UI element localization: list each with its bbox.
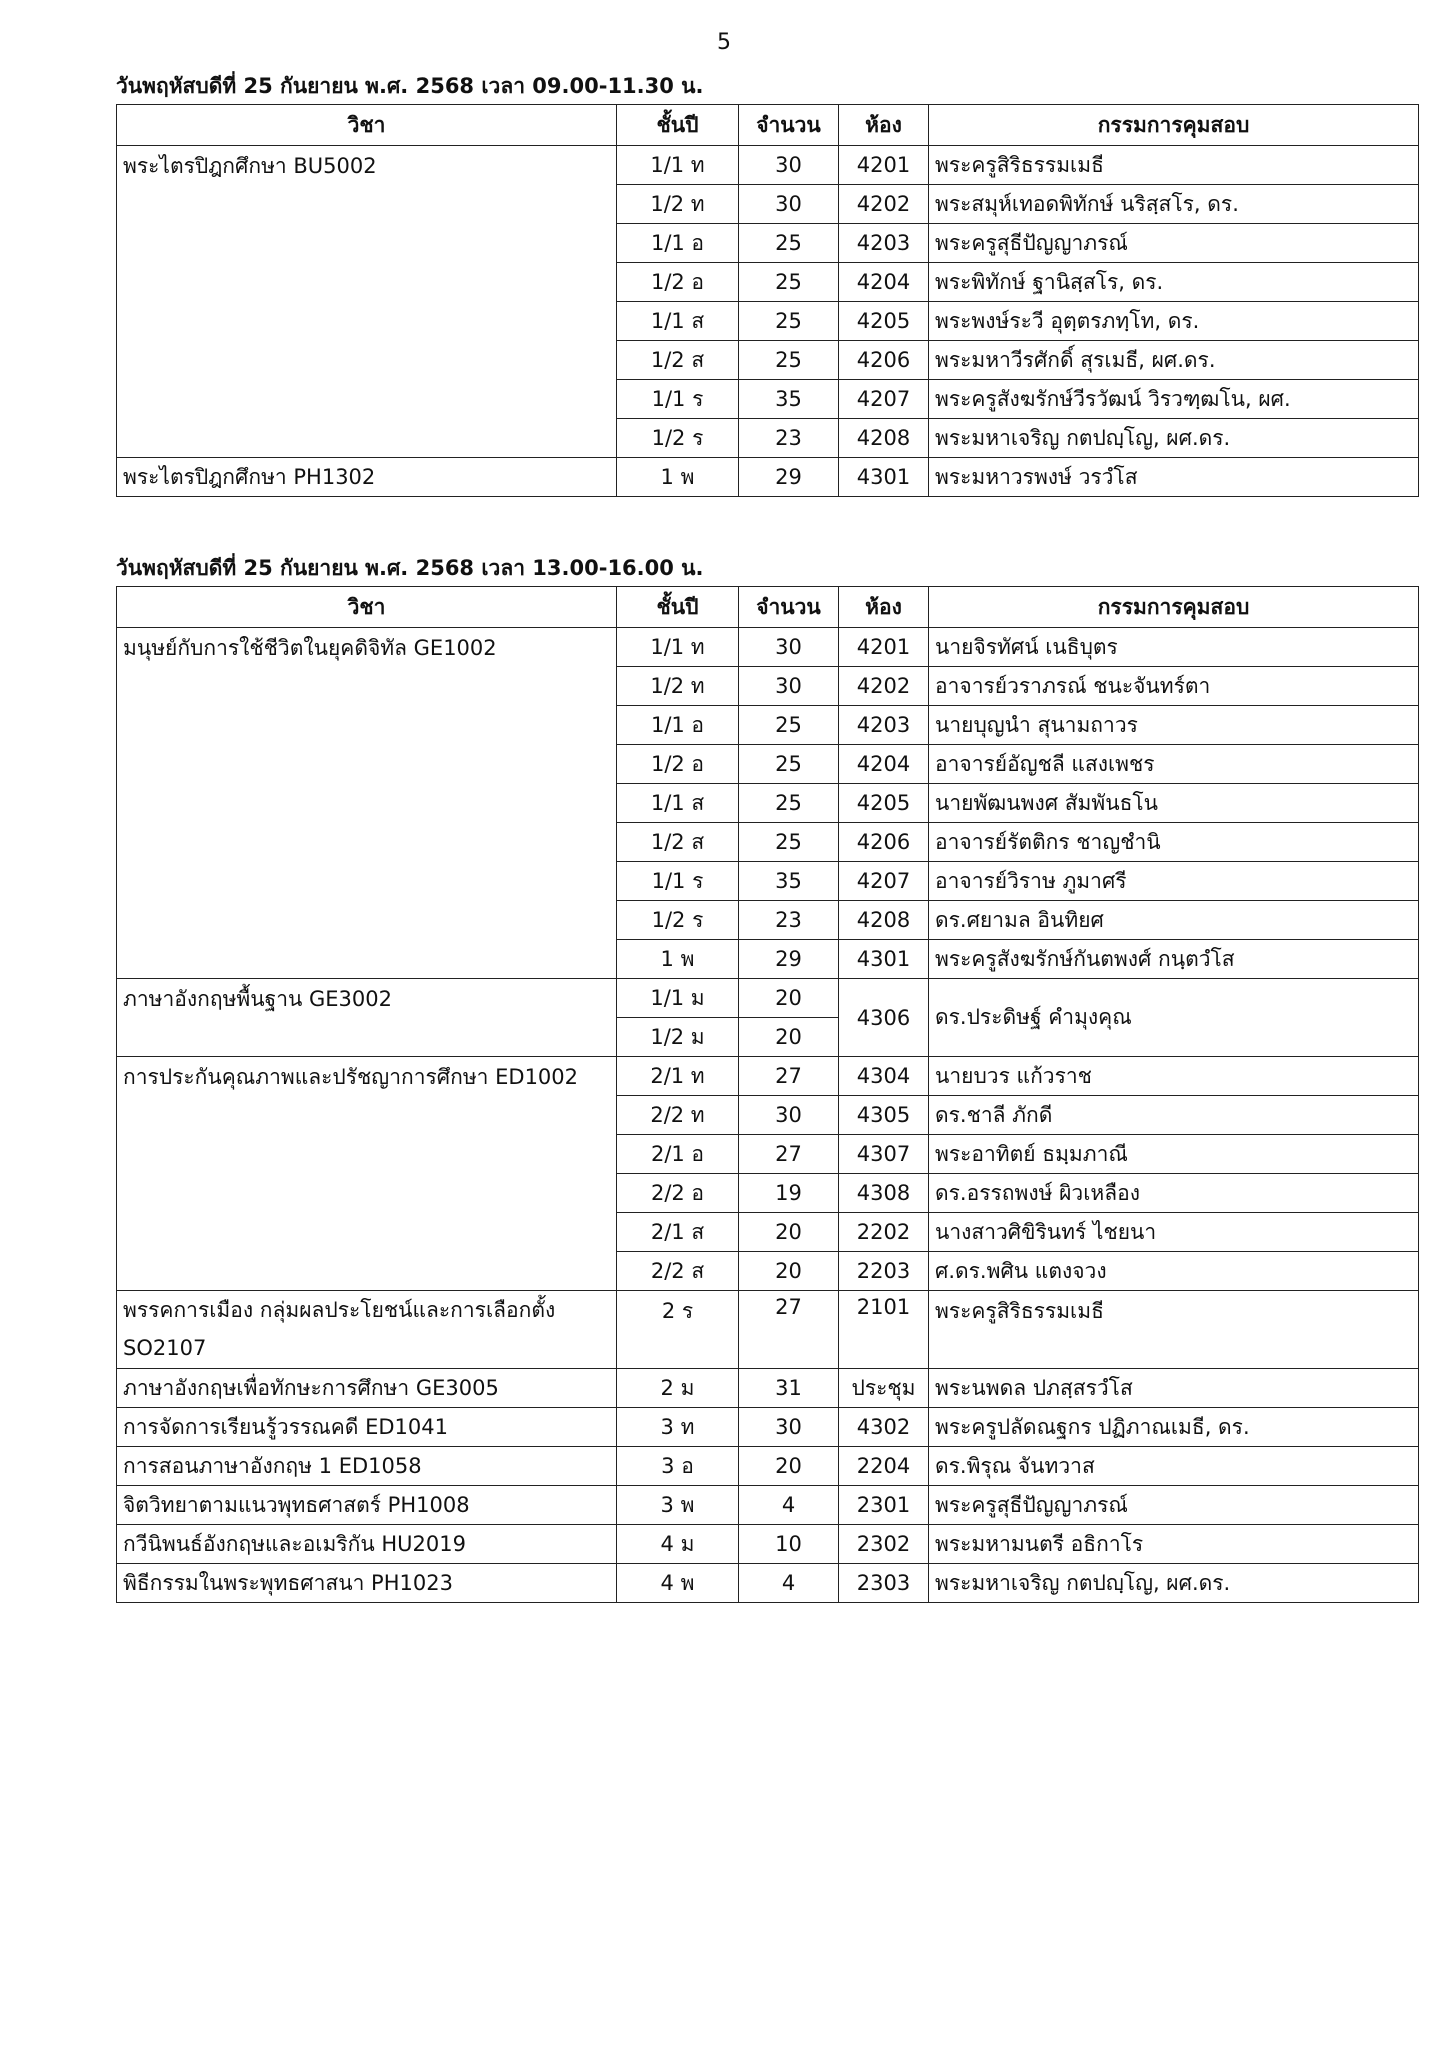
header-year: ชั้นปี: [617, 105, 739, 146]
year-cell: 1/1 ส: [617, 302, 739, 341]
proctor-cell: นายจิรทัศน์ เนธิบุตร: [929, 628, 1419, 667]
year-cell: 1/1 ร: [617, 862, 739, 901]
room-cell: 4207: [839, 862, 929, 901]
header-year: ชั้นปี: [617, 587, 739, 628]
proctor-cell: พระมหาวีรศักดิ์ สุรเมธี, ผศ.ดร.: [929, 341, 1419, 380]
room-cell: 4202: [839, 185, 929, 224]
count-cell: 29: [739, 458, 839, 497]
header-proctor: กรรมการคุมสอบ: [929, 587, 1419, 628]
proctor-cell: พระพิทักษ์ ฐานิสฺสโร, ดร.: [929, 263, 1419, 302]
table-row: [117, 1408, 1419, 1447]
proctor-cell: พระครูสุธีปัญญาภรณ์: [929, 1486, 1419, 1525]
proctor-cell: อาจารย์รัตติกร ชาญชำนิ: [929, 823, 1419, 862]
year-cell: 1/2 ท: [617, 667, 739, 706]
year-cell: 1/2 อ: [617, 263, 739, 302]
year-cell: 3 พ: [617, 1486, 739, 1525]
count-cell: 25: [739, 263, 839, 302]
proctor-cell: พระพงษ์ระวี อุตฺตรภทฺโท, ดร.: [929, 302, 1419, 341]
count-cell: 27: [739, 1135, 839, 1174]
proctor-cell: พระมหาเจริญ กตปญฺโญ, ผศ.ดร.: [929, 1564, 1419, 1603]
year-cell: 1/1 ท: [617, 146, 739, 185]
proctor-cell: นายบวร แก้วราช: [929, 1057, 1419, 1096]
room-cell: 4306: [839, 979, 929, 1057]
count-cell: 25: [739, 706, 839, 745]
year-cell: 2/1 อ: [617, 1135, 739, 1174]
subject-cell: พรรคการเมือง กลุ่มผลประโยชน์และการเลือกตั้ง SO2107: [117, 1291, 617, 1369]
header-count: จำนวน: [739, 105, 839, 146]
proctor-cell: พระสมุห์เทอดพิทักษ์ นริสฺสโร, ดร.: [929, 185, 1419, 224]
proctor-cell: พระครูสิริธรรมเมธี: [929, 1291, 1419, 1369]
year-cell: 1 พ: [617, 940, 739, 979]
subject-cell: การประกันคุณภาพและปรัชญาการศึกษา ED1002: [117, 1057, 617, 1291]
table-row: [117, 1447, 1419, 1486]
table-row: [117, 1564, 1419, 1603]
room-cell: 2203: [839, 1252, 929, 1291]
count-cell: 20: [739, 1252, 839, 1291]
subject-cell: มนุษย์กับการใช้ชีวิตในยุคดิจิทัล GE1002: [117, 628, 617, 979]
table-header-row: [117, 587, 1419, 628]
proctor-cell: พระครูสิริธรรมเมธี: [929, 146, 1419, 185]
proctor-cell: ดร.ศยามล อินทิยศ: [929, 901, 1419, 940]
proctor-cell: ศ.ดร.พศิน แตงจวง: [929, 1252, 1419, 1291]
header-room: ห้อง: [839, 587, 929, 628]
table-header-row: [117, 105, 1419, 146]
count-cell: 20: [739, 1447, 839, 1486]
count-cell: 30: [739, 667, 839, 706]
proctor-cell: พระครูสุธีปัญญาภรณ์: [929, 224, 1419, 263]
proctor-cell: พระครูสังฆรักษ์กันตพงศ์ กนฺตวํโส: [929, 940, 1419, 979]
count-cell: 23: [739, 901, 839, 940]
subject-cell: ภาษาอังกฤษเพื่อทักษะการศึกษา GE3005: [117, 1369, 617, 1408]
room-cell: 2204: [839, 1447, 929, 1486]
room-cell: 2202: [839, 1213, 929, 1252]
count-cell: 20: [739, 1213, 839, 1252]
year-cell: 2/2 ท: [617, 1096, 739, 1135]
room-cell: 4206: [839, 341, 929, 380]
subject-cell: ภาษาอังกฤษพื้นฐาน GE3002: [117, 979, 617, 1057]
count-cell: 25: [739, 341, 839, 380]
proctor-cell: อาจารย์อัญชลี แสงเพชร: [929, 745, 1419, 784]
year-cell: 1/1 ท: [617, 628, 739, 667]
proctor-cell: พระครูปลัดณฐกร ปฏิภาณเมธี, ดร.: [929, 1408, 1419, 1447]
year-cell: 2/2 อ: [617, 1174, 739, 1213]
count-cell: 23: [739, 419, 839, 458]
year-cell: 1 พ: [617, 458, 739, 497]
table-row: [117, 628, 1419, 667]
room-cell: 4302: [839, 1408, 929, 1447]
proctor-cell: ดร.ประดิษฐ์ คำมุงคุณ: [929, 979, 1419, 1057]
room-cell: 4308: [839, 1174, 929, 1213]
room-cell: 4203: [839, 224, 929, 263]
proctor-cell: พระมหาเจริญ กตปญฺโญ, ผศ.ดร.: [929, 419, 1419, 458]
table-row: [117, 458, 1419, 497]
year-cell: 1/2 ท: [617, 185, 739, 224]
room-cell: 4208: [839, 419, 929, 458]
exam-table-afternoon: [116, 586, 1419, 1603]
room-cell: 4201: [839, 628, 929, 667]
room-cell: 4301: [839, 458, 929, 497]
count-cell: 30: [739, 1408, 839, 1447]
table-row: [117, 1525, 1419, 1564]
header-room: ห้อง: [839, 105, 929, 146]
proctor-cell: นางสาวศิขิรินทร์ ไชยนา: [929, 1213, 1419, 1252]
count-cell: 25: [739, 745, 839, 784]
year-cell: 1/1 อ: [617, 224, 739, 263]
proctor-cell: อาจารย์วิราษ ภูมาศรี: [929, 862, 1419, 901]
count-cell: 10: [739, 1525, 839, 1564]
year-cell: 2/1 ส: [617, 1213, 739, 1252]
year-cell: 1/2 ส: [617, 823, 739, 862]
count-cell: 30: [739, 146, 839, 185]
year-cell: 1/2 ม: [617, 1018, 739, 1057]
proctor-cell: พระนพดล ปภสฺสรวํโส: [929, 1369, 1419, 1408]
section-title-morning: วันพฤหัสบดีที่ 25 กันยายน พ.ศ. 2568 เวลา 09.00-11.30 น.: [116, 74, 704, 98]
year-cell: 1/1 อ: [617, 706, 739, 745]
year-cell: 1/2 ส: [617, 341, 739, 380]
proctor-cell: ดร.อรรถพงษ์ ผิวเหลือง: [929, 1174, 1419, 1213]
table-row: [117, 1369, 1419, 1408]
table-row: [117, 1291, 1419, 1369]
proctor-cell: พระมหาวรพงษ์ วรวํโส: [929, 458, 1419, 497]
count-cell: 35: [739, 862, 839, 901]
subject-cell: พระไตรปิฎกศึกษา BU5002: [117, 146, 617, 458]
table-row: [117, 1057, 1419, 1096]
count-cell: 25: [739, 784, 839, 823]
header-proctor: กรรมการคุมสอบ: [929, 105, 1419, 146]
room-cell: 4204: [839, 745, 929, 784]
room-cell: 4202: [839, 667, 929, 706]
room-cell: 2301: [839, 1486, 929, 1525]
page-number: 5: [717, 30, 731, 55]
count-cell: 27: [739, 1291, 839, 1369]
room-cell: 4206: [839, 823, 929, 862]
header-count: จำนวน: [739, 587, 839, 628]
year-cell: 2/1 ท: [617, 1057, 739, 1096]
header-subject: วิชา: [117, 105, 617, 146]
room-cell: 4203: [839, 706, 929, 745]
count-cell: 29: [739, 940, 839, 979]
room-cell: 4201: [839, 146, 929, 185]
subject-cell: การสอนภาษาอังกฤษ 1 ED1058: [117, 1447, 617, 1486]
table-row: [117, 1486, 1419, 1525]
year-cell: 1/2 อ: [617, 745, 739, 784]
room-cell: 4301: [839, 940, 929, 979]
count-cell: 25: [739, 302, 839, 341]
count-cell: 30: [739, 628, 839, 667]
year-cell: 2 ม: [617, 1369, 739, 1408]
year-cell: 1/2 ร: [617, 419, 739, 458]
room-cell: ประชุม: [839, 1369, 929, 1408]
year-cell: 1/1 ร: [617, 380, 739, 419]
room-cell: 2303: [839, 1564, 929, 1603]
year-cell: 4 พ: [617, 1564, 739, 1603]
subject-cell: การจัดการเรียนรู้วรรณคดี ED1041: [117, 1408, 617, 1447]
year-cell: 4 ม: [617, 1525, 739, 1564]
proctor-cell: ดร.พิรุณ จันทวาส: [929, 1447, 1419, 1486]
year-cell: 2/2 ส: [617, 1252, 739, 1291]
count-cell: 4: [739, 1564, 839, 1603]
proctor-cell: พระมหามนตรี อธิกาโร: [929, 1525, 1419, 1564]
room-cell: 4205: [839, 302, 929, 341]
proctor-cell: ดร.ชาลี ภักดี: [929, 1096, 1419, 1135]
header-subject: วิชา: [117, 587, 617, 628]
room-cell: 4304: [839, 1057, 929, 1096]
count-cell: 30: [739, 185, 839, 224]
count-cell: 25: [739, 224, 839, 263]
room-cell: 2302: [839, 1525, 929, 1564]
count-cell: 30: [739, 1096, 839, 1135]
table-row: [117, 146, 1419, 185]
room-cell: 4307: [839, 1135, 929, 1174]
proctor-cell: พระอาทิตย์ ธมฺมภาณี: [929, 1135, 1419, 1174]
exam-table-morning: [116, 104, 1419, 497]
subject-cell: จิตวิทยาตามแนวพุทธศาสตร์ PH1008: [117, 1486, 617, 1525]
room-cell: 4205: [839, 784, 929, 823]
year-cell: 3 ท: [617, 1408, 739, 1447]
year-cell: 2 ร: [617, 1291, 739, 1369]
subject-cell: กวีนิพนธ์อังกฤษและอเมริกัน HU2019: [117, 1525, 617, 1564]
room-cell: 4204: [839, 263, 929, 302]
count-cell: 19: [739, 1174, 839, 1213]
room-cell: 4305: [839, 1096, 929, 1135]
section-title-afternoon: วันพฤหัสบดีที่ 25 กันยายน พ.ศ. 2568 เวลา 13.00-16.00 น.: [116, 556, 704, 580]
count-cell: 20: [739, 1018, 839, 1057]
proctor-cell: พระครูสังฆรักษ์วีรวัฒน์ วิรวฑฺฒโน, ผศ.: [929, 380, 1419, 419]
count-cell: 35: [739, 380, 839, 419]
year-cell: 3 อ: [617, 1447, 739, 1486]
table-row: [117, 979, 1419, 1018]
year-cell: 1/2 ร: [617, 901, 739, 940]
proctor-cell: นายบุญนำ สุนามถาวร: [929, 706, 1419, 745]
count-cell: 20: [739, 979, 839, 1018]
room-cell: 2101: [839, 1291, 929, 1369]
room-cell: 4207: [839, 380, 929, 419]
count-cell: 4: [739, 1486, 839, 1525]
room-cell: 4208: [839, 901, 929, 940]
year-cell: 1/1 ส: [617, 784, 739, 823]
count-cell: 27: [739, 1057, 839, 1096]
subject-cell: พิธีกรรมในพระพุทธศาสนา PH1023: [117, 1564, 617, 1603]
count-cell: 25: [739, 823, 839, 862]
year-cell: 1/1 ม: [617, 979, 739, 1018]
proctor-cell: นายพัฒนพงศ สัมพันธโน: [929, 784, 1419, 823]
subject-cell: พระไตรปิฎกศึกษา PH1302: [117, 458, 617, 497]
proctor-cell: อาจารย์วราภรณ์ ชนะจันทร์ตา: [929, 667, 1419, 706]
count-cell: 31: [739, 1369, 839, 1408]
